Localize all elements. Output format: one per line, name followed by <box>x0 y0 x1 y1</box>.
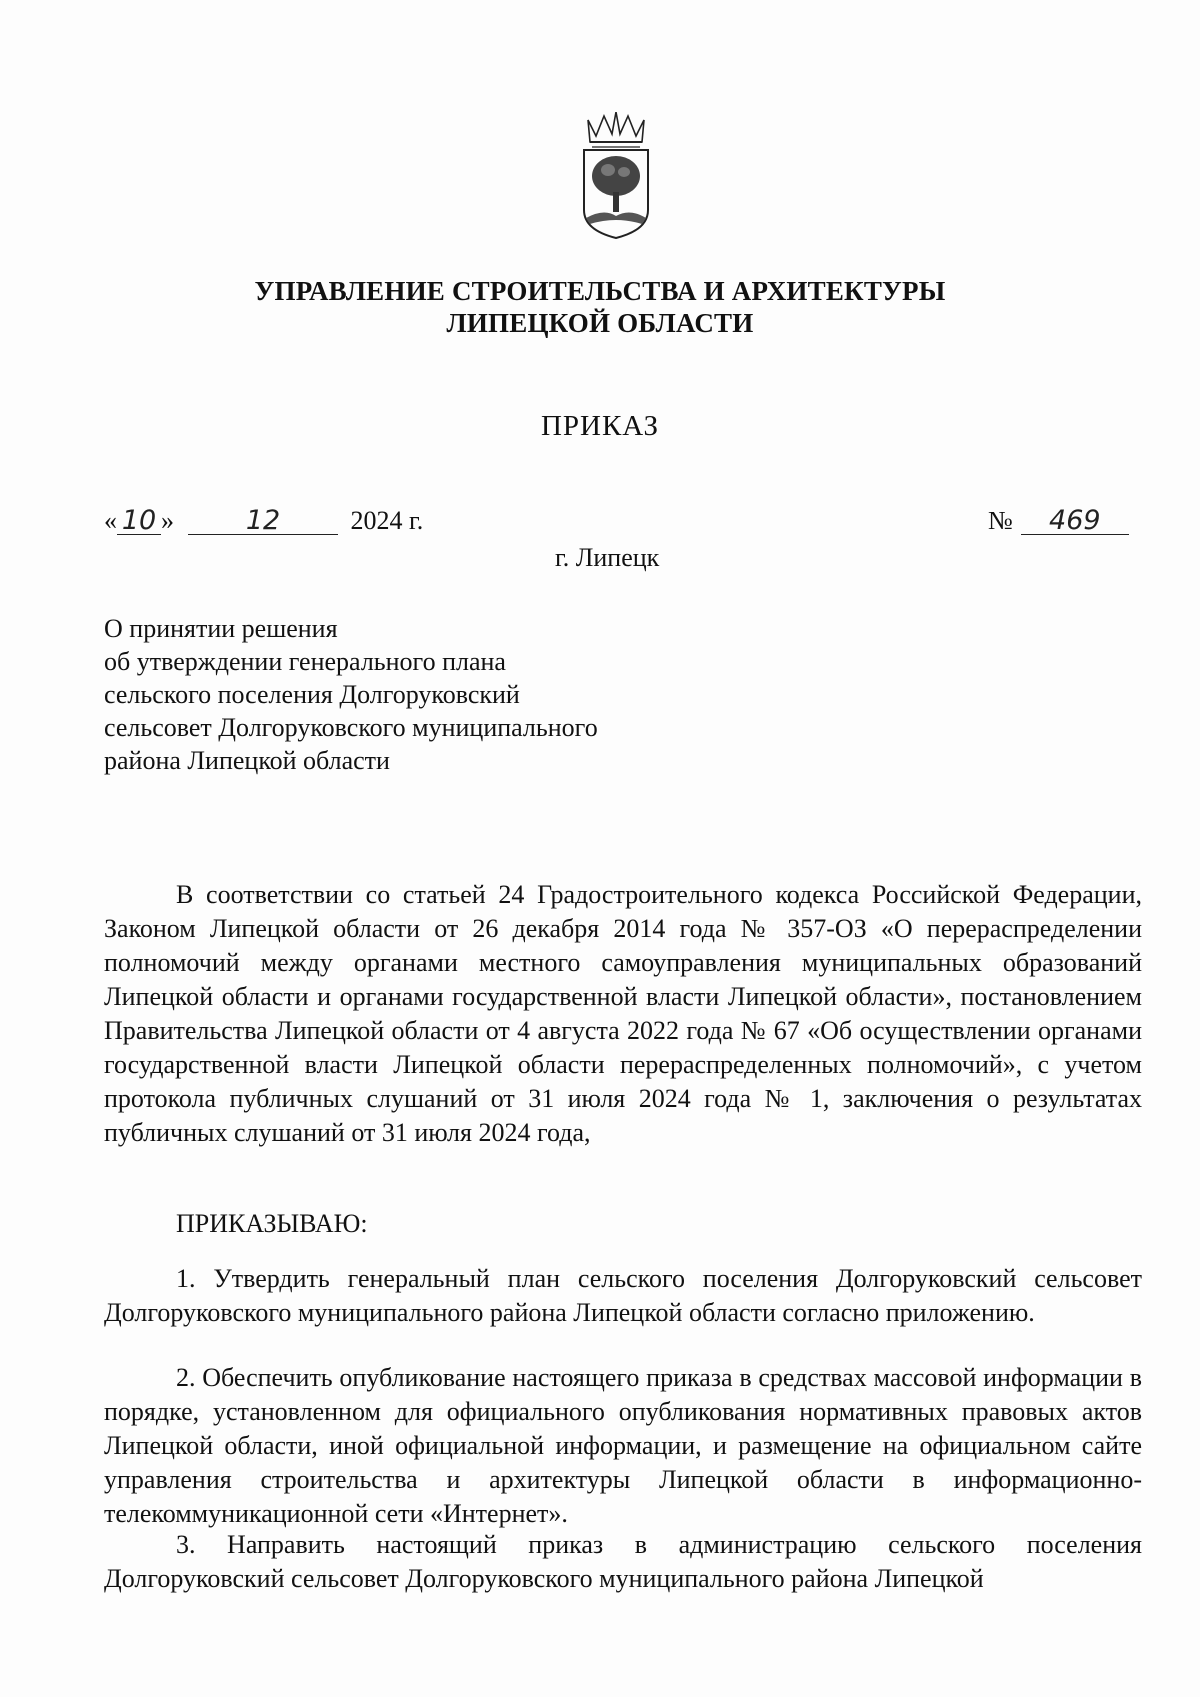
document-number <box>988 506 1129 536</box>
subject-line: О принятии решения <box>104 614 338 643</box>
date-day-handwritten: 10 <box>117 508 161 535</box>
subject-line: района Липецкой области <box>104 746 390 775</box>
subject-line: об утверждении генерального плана <box>104 647 506 676</box>
document-type-title: ПРИКАЗ <box>540 410 660 442</box>
decree-heading: ПРИКАЗЫВАЮ: <box>176 1209 368 1238</box>
document-city: г. Липецк <box>555 543 660 572</box>
quote-close: » <box>161 506 174 535</box>
organization-name-line-1: УПРАВЛЕНИЕ СТРОИТЕЛЬСТВА И АРХИТЕКТУРЫ <box>254 276 946 306</box>
preamble-paragraph: В соответствии со статьей 24 Градостроительного кодекса Российской Федерации, Законом Липецкой области от 26 декабря 2014 года № 357-ОЗ «О перераспределении полномочий между органами местного самоуправления муниципальных образований Липецкой области и органами государственной власти Липецкой области», постановлением Правительства Липецкой области от 4 августа 2022 года № 67 «Об осуществлении органами государственной власти Липецкой области перераспределенных полномочий», с учетом протокола публичных слушаний от 31 июля 2024 года № 1, заключения о результатах публичных слушаний от 31 июля 2024 года, <box>104 880 1142 1147</box>
number-handwritten: 469 <box>1021 508 1129 535</box>
date-year: 2024 г. <box>350 506 424 535</box>
order-item-1: 1. Утвердить генеральный план сельского поселения Долгоруковский сельсовет Долгоруковского муниципального района Липецкой области согласно приложению. <box>104 1264 1142 1327</box>
document-date <box>104 506 423 536</box>
coat-of-arms-icon <box>576 112 656 242</box>
order-item-2: 2. Обеспечить опубликование настоящего приказа в средствах массовой информации в порядке, установленном для официального опубликования нормативных правовых актов Липецкой области, иной официальной информации, и размещение на официальном сайте управления строительства и архитектуры Липецкой области в информационно-телекоммуникационной сети «Интернет». <box>104 1363 1142 1528</box>
quote-open: « <box>104 506 117 535</box>
document-subject <box>104 612 598 777</box>
organization-name-line-2: ЛИПЕЦКОЙ ОБЛАСТИ <box>446 308 754 338</box>
order-item-3: 3. Направить настоящий приказ в администрацию сельского поселения Долгоруковский сельсовет Долгоруковского муниципального района Липецкой <box>104 1530 1142 1593</box>
subject-line: сельского поселения Долгоруковский <box>104 680 520 709</box>
date-month-handwritten: 12 <box>188 508 338 535</box>
number-label: № <box>988 506 1013 535</box>
subject-line: сельсовет Долгоруковского муниципального <box>104 713 598 742</box>
